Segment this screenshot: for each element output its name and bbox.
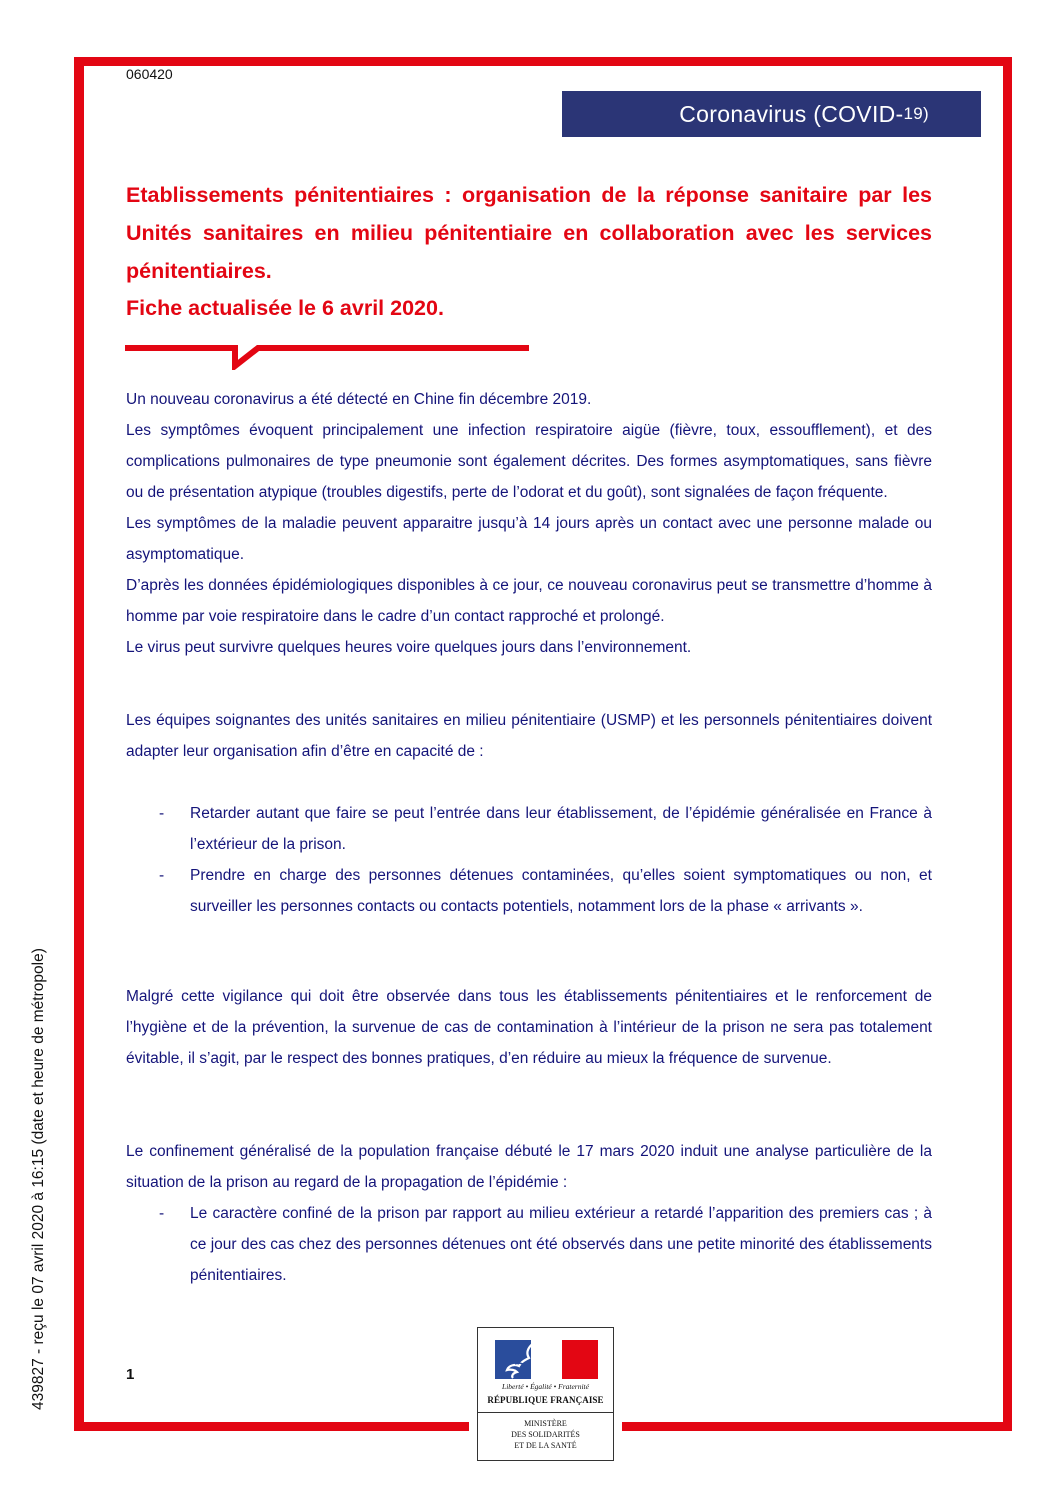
vigilance-section <box>126 981 932 1074</box>
bullet-dash: - <box>159 867 165 884</box>
list-item <box>126 798 932 860</box>
logo-motto: Liberté • Égalité • Fraternité <box>502 1382 589 1391</box>
ministry-line: DES SOLIDARITÉS <box>511 1430 580 1439</box>
marianne-flag-icon <box>495 1340 598 1379</box>
bullet-dash: - <box>159 1205 165 1222</box>
logo-republic-name: RÉPUBLIQUE FRANÇAISE <box>487 1395 604 1405</box>
list-item <box>126 1198 932 1291</box>
list-item-text: Le caractère confiné de la prison par rapport au milieu extérieur a retardé l’apparition des premiers cas ; à ce jour des cas chez des personnes détenues ont été observés dans une petite minorité des établissements pénitentiaires. <box>190 1205 932 1284</box>
frame-border-right <box>1003 57 1012 1431</box>
intro-section <box>126 384 932 663</box>
teams-bullet-list <box>126 798 932 922</box>
confinement-section <box>126 1136 932 1198</box>
intro-paragraph: Les symptômes de la maladie peuvent apparaitre jusqu’à 14 jours après un contact avec une personne malade ou asymptomatique. <box>126 515 932 563</box>
frame-border-left <box>74 57 84 1431</box>
intro-paragraph: Les symptômes évoquent principalement une infection respiratoire aigüe (fièvre, toux, essoufflement), et des complications pulmonaires de type pneumonie sont également décrites. Des formes asymptomatiques, sans fièvre ou de présentation atypique (troubles digestifs, perte de l’odorat et du goût), sont signalées de façon fréquente. <box>126 422 932 501</box>
document-title: Etablissements pénitentiaires : organisation de la réponse sanitaire par les Unités sanitaires en milieu pénitentiaire en collaboration avec les services pénitentiaires. <box>126 183 932 283</box>
reception-stamp: 439827 - reçu le 07 avril 2020 à 16:15 (date et heure de métropole) <box>30 948 47 1410</box>
document-subtitle: Fiche actualisée le 6 avril 2020. <box>126 296 444 320</box>
ministry-line: ET DE LA SANTÉ <box>514 1441 577 1450</box>
teams-paragraph: Les équipes soignantes des unités sanitaires en milieu pénitentiaire (USMP) et les personnels pénitentiaires doivent adapter leur organisation afin d’être en capacité de : <box>126 712 932 760</box>
logo-ministry-name <box>478 1418 613 1451</box>
frame-border-bottom-left <box>74 1422 469 1431</box>
intro-paragraph: D’après les données épidémiologiques disponibles à ce jour, ce nouveau coronavirus peut se transmettre d’homme à homme par voie respiratoire dans le cadre d’un contact rapproché et prolongé. <box>126 577 932 625</box>
header-label-small: 19) <box>903 104 929 123</box>
intro-paragraph: Un nouveau coronavirus a été détecté en Chine fin décembre 2019. <box>126 391 592 408</box>
speech-bubble-underline <box>124 338 534 370</box>
intro-paragraph: Le virus peut survivre quelques heures voire quelques jours dans l’environnement. <box>126 639 692 656</box>
header-label-main: Coronavirus (COVID- <box>679 100 904 127</box>
bullet-dash: - <box>159 805 165 822</box>
list-item-text: Retarder autant que faire se peut l’entrée dans leur établissement, de l’épidémie généralisée en France à l’extérieur de la prison. <box>190 805 932 853</box>
document-code: 060420 <box>126 66 173 82</box>
page-number: 1 <box>126 1366 135 1383</box>
confinement-bullet-list <box>126 1198 932 1291</box>
frame-border-top <box>74 57 1012 66</box>
logo-divider <box>478 1412 613 1413</box>
list-item <box>126 860 932 922</box>
ministry-line: MINISTÈRE <box>524 1419 567 1428</box>
vigilance-paragraph: Malgré cette vigilance qui doit être observée dans tous les établissements pénitentiaires et le renforcement de l’hygiène et de la prévention, la survenue de cas de contamination à l’intérieur de la prison ne sera pas totalement évitable, il s’agit, par le respect des bonnes pratiques, d’en réduire au mieux la fréquence de survenue. <box>126 988 932 1067</box>
header-banner <box>562 91 981 137</box>
ministry-logo <box>477 1327 614 1461</box>
list-item-text: Prendre en charge des personnes détenues contaminées, qu’elles soient symptomatiques ou non, et surveiller les personnes contacts ou contacts potentiels, notamment lors de la phase « arrivants ». <box>190 867 932 915</box>
frame-border-bottom-right <box>622 1422 1012 1431</box>
confinement-paragraph: Le confinement généralisé de la population française débuté le 17 mars 2020 induit une analyse particulière de la situation de la prison au regard de la propagation de l’épidémie : <box>126 1143 932 1191</box>
teams-section <box>126 705 932 767</box>
